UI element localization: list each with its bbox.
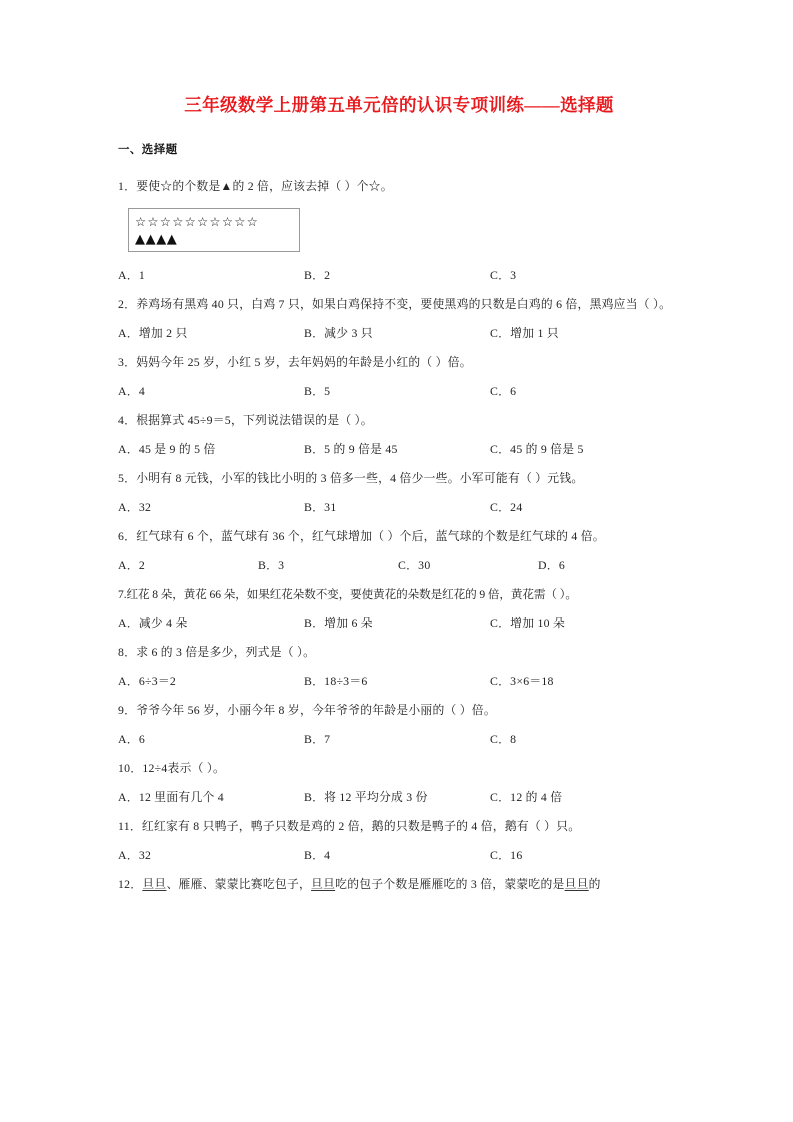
option-c[interactable]: C．3 [490,268,517,282]
question-7-stem: 7.红花 8 朵，黄花 66 朵，如果红花朵数不变，要使黄花的朵数是红花的 9 倍，黄花需（ ）。 [118,588,577,601]
question-2-stem: 2．养鸡场有黑鸡 40 只，白鸡 7 只，如果白鸡保持不变，要使黑鸡的只数是白鸡的 6 倍，黑鸡应当（ ）。 [118,297,672,311]
section-heading: 一、选择题 [118,144,178,156]
triangle-row: ▲▲▲▲ [135,232,178,247]
question-1-options [118,261,680,290]
option-a[interactable]: A．32 [118,500,152,514]
option-a[interactable]: A．32 [118,848,152,862]
stem-text: 吃的包子个数是雁雁吃的 3 倍，蒙蒙吃的是 [335,877,565,891]
option-c[interactable]: C．3×6＝18 [490,674,554,688]
option-c[interactable]: C．24 [490,500,523,514]
option-b[interactable]: B．减少 3 只 [304,326,373,340]
question-5 [118,464,680,522]
stem-text: 12． [118,877,143,891]
option-a[interactable]: A．2 [118,558,145,572]
document-body [118,92,680,899]
option-c[interactable]: C．16 [490,848,523,862]
question-2 [118,290,680,348]
question-5-stem: 5．小明有 8 元钱，小军的钱比小明的 3 倍多一些，4 倍少一些。小军可能有（ ）元钱。 [118,471,584,485]
option-c[interactable]: C．12 的 4 倍 [490,790,563,804]
question-11-options [118,841,680,870]
star-row: ☆☆☆☆☆☆☆☆☆☆ [135,214,260,229]
option-d[interactable]: D．6 [538,558,565,572]
option-a[interactable]: A．1 [118,268,145,282]
option-b[interactable]: B．5 的 9 倍是 45 [304,442,398,456]
option-a[interactable]: A．45 是 9 的 5 倍 [118,442,216,456]
option-a[interactable]: A．6 [118,732,145,746]
question-10-stem: 10．12÷4表示（ ）。 [118,761,226,775]
option-b[interactable]: B．31 [304,500,337,514]
question-8-options [118,667,680,696]
option-c[interactable]: C．45 的 9 倍是 5 [490,442,584,456]
question-3-stem: 3．妈妈今年 25 岁，小红 5 岁，去年妈妈的年龄是小红的（ ）倍。 [118,355,472,369]
question-10 [118,754,680,812]
question-6 [118,522,680,580]
question-9-stem: 9．爷爷今年 56 岁，小丽今年 8 岁，今年爷爷的年龄是小丽的（ ）倍。 [118,703,496,717]
option-a[interactable]: A．减少 4 朵 [118,616,188,630]
stem-text: 、雁雁、蒙蒙比赛吃包子， [166,877,312,891]
question-1-figure [128,208,300,252]
question-3-options [118,377,680,406]
option-c[interactable]: C．增加 10 朵 [490,616,566,630]
option-b[interactable]: B．4 [304,848,331,862]
question-7-options [118,609,680,638]
question-11 [118,812,680,870]
option-b[interactable]: B．3 [258,558,285,572]
question-9-options [118,725,680,754]
stem-text: 的 [588,877,601,891]
option-a[interactable]: A．12 里面有几个 4 [118,790,224,804]
option-a[interactable]: A．增加 2 只 [118,326,188,340]
question-7 [118,580,680,638]
spellcheck-underlined-name: 旦旦 [564,877,589,891]
question-5-options [118,493,680,522]
question-2-options [118,319,680,348]
option-b[interactable]: B．7 [304,732,331,746]
question-4 [118,406,680,464]
question-1 [118,172,680,290]
question-12 [118,870,680,899]
option-c[interactable]: C．6 [490,384,517,398]
option-b[interactable]: B．将 12 平均分成 3 份 [304,790,428,804]
page-title: 三年级数学上册第五单元倍的认识专项训练——选择题 [184,95,614,115]
option-c[interactable]: C．增加 1 只 [490,326,559,340]
option-b[interactable]: B．5 [304,384,331,398]
option-b[interactable]: B．2 [304,268,331,282]
question-8 [118,638,680,696]
question-11-stem: 11．红红家有 8 只鸭子，鸭子只数是鸡的 2 倍，鹅的只数是鸭子的 4 倍，鹅有（ ）只。 [118,819,581,833]
question-4-options [118,435,680,464]
question-6-stem: 6．红气球有 6 个，蓝气球有 36 个，红气球增加（ ）个后，蓝气球的个数是红气球的 4 倍。 [118,529,605,543]
question-9 [118,696,680,754]
spellcheck-underlined-name: 旦旦 [142,877,167,891]
option-b[interactable]: B．18÷3＝6 [304,674,368,688]
question-6-options [118,551,680,580]
option-c[interactable]: C．8 [490,732,517,746]
question-4-stem: 4．根据算式 45÷9＝5，下列说法错误的是（ ）。 [118,413,373,427]
option-b[interactable]: B．增加 6 朵 [304,616,373,630]
question-10-options [118,783,680,812]
spellcheck-underlined-name: 旦旦 [311,877,336,891]
question-3 [118,348,680,406]
option-a[interactable]: A．6÷3＝2 [118,674,177,688]
question-12-stem [118,870,680,899]
option-c[interactable]: C．30 [398,558,431,572]
option-a[interactable]: A．4 [118,384,145,398]
question-8-stem: 8．求 6 的 3 倍是多少，列式是（ ）。 [118,645,316,659]
question-1-stem: 1．要使☆的个数是▲的 2 倍，应该去掉（ ）个☆。 [118,179,393,193]
